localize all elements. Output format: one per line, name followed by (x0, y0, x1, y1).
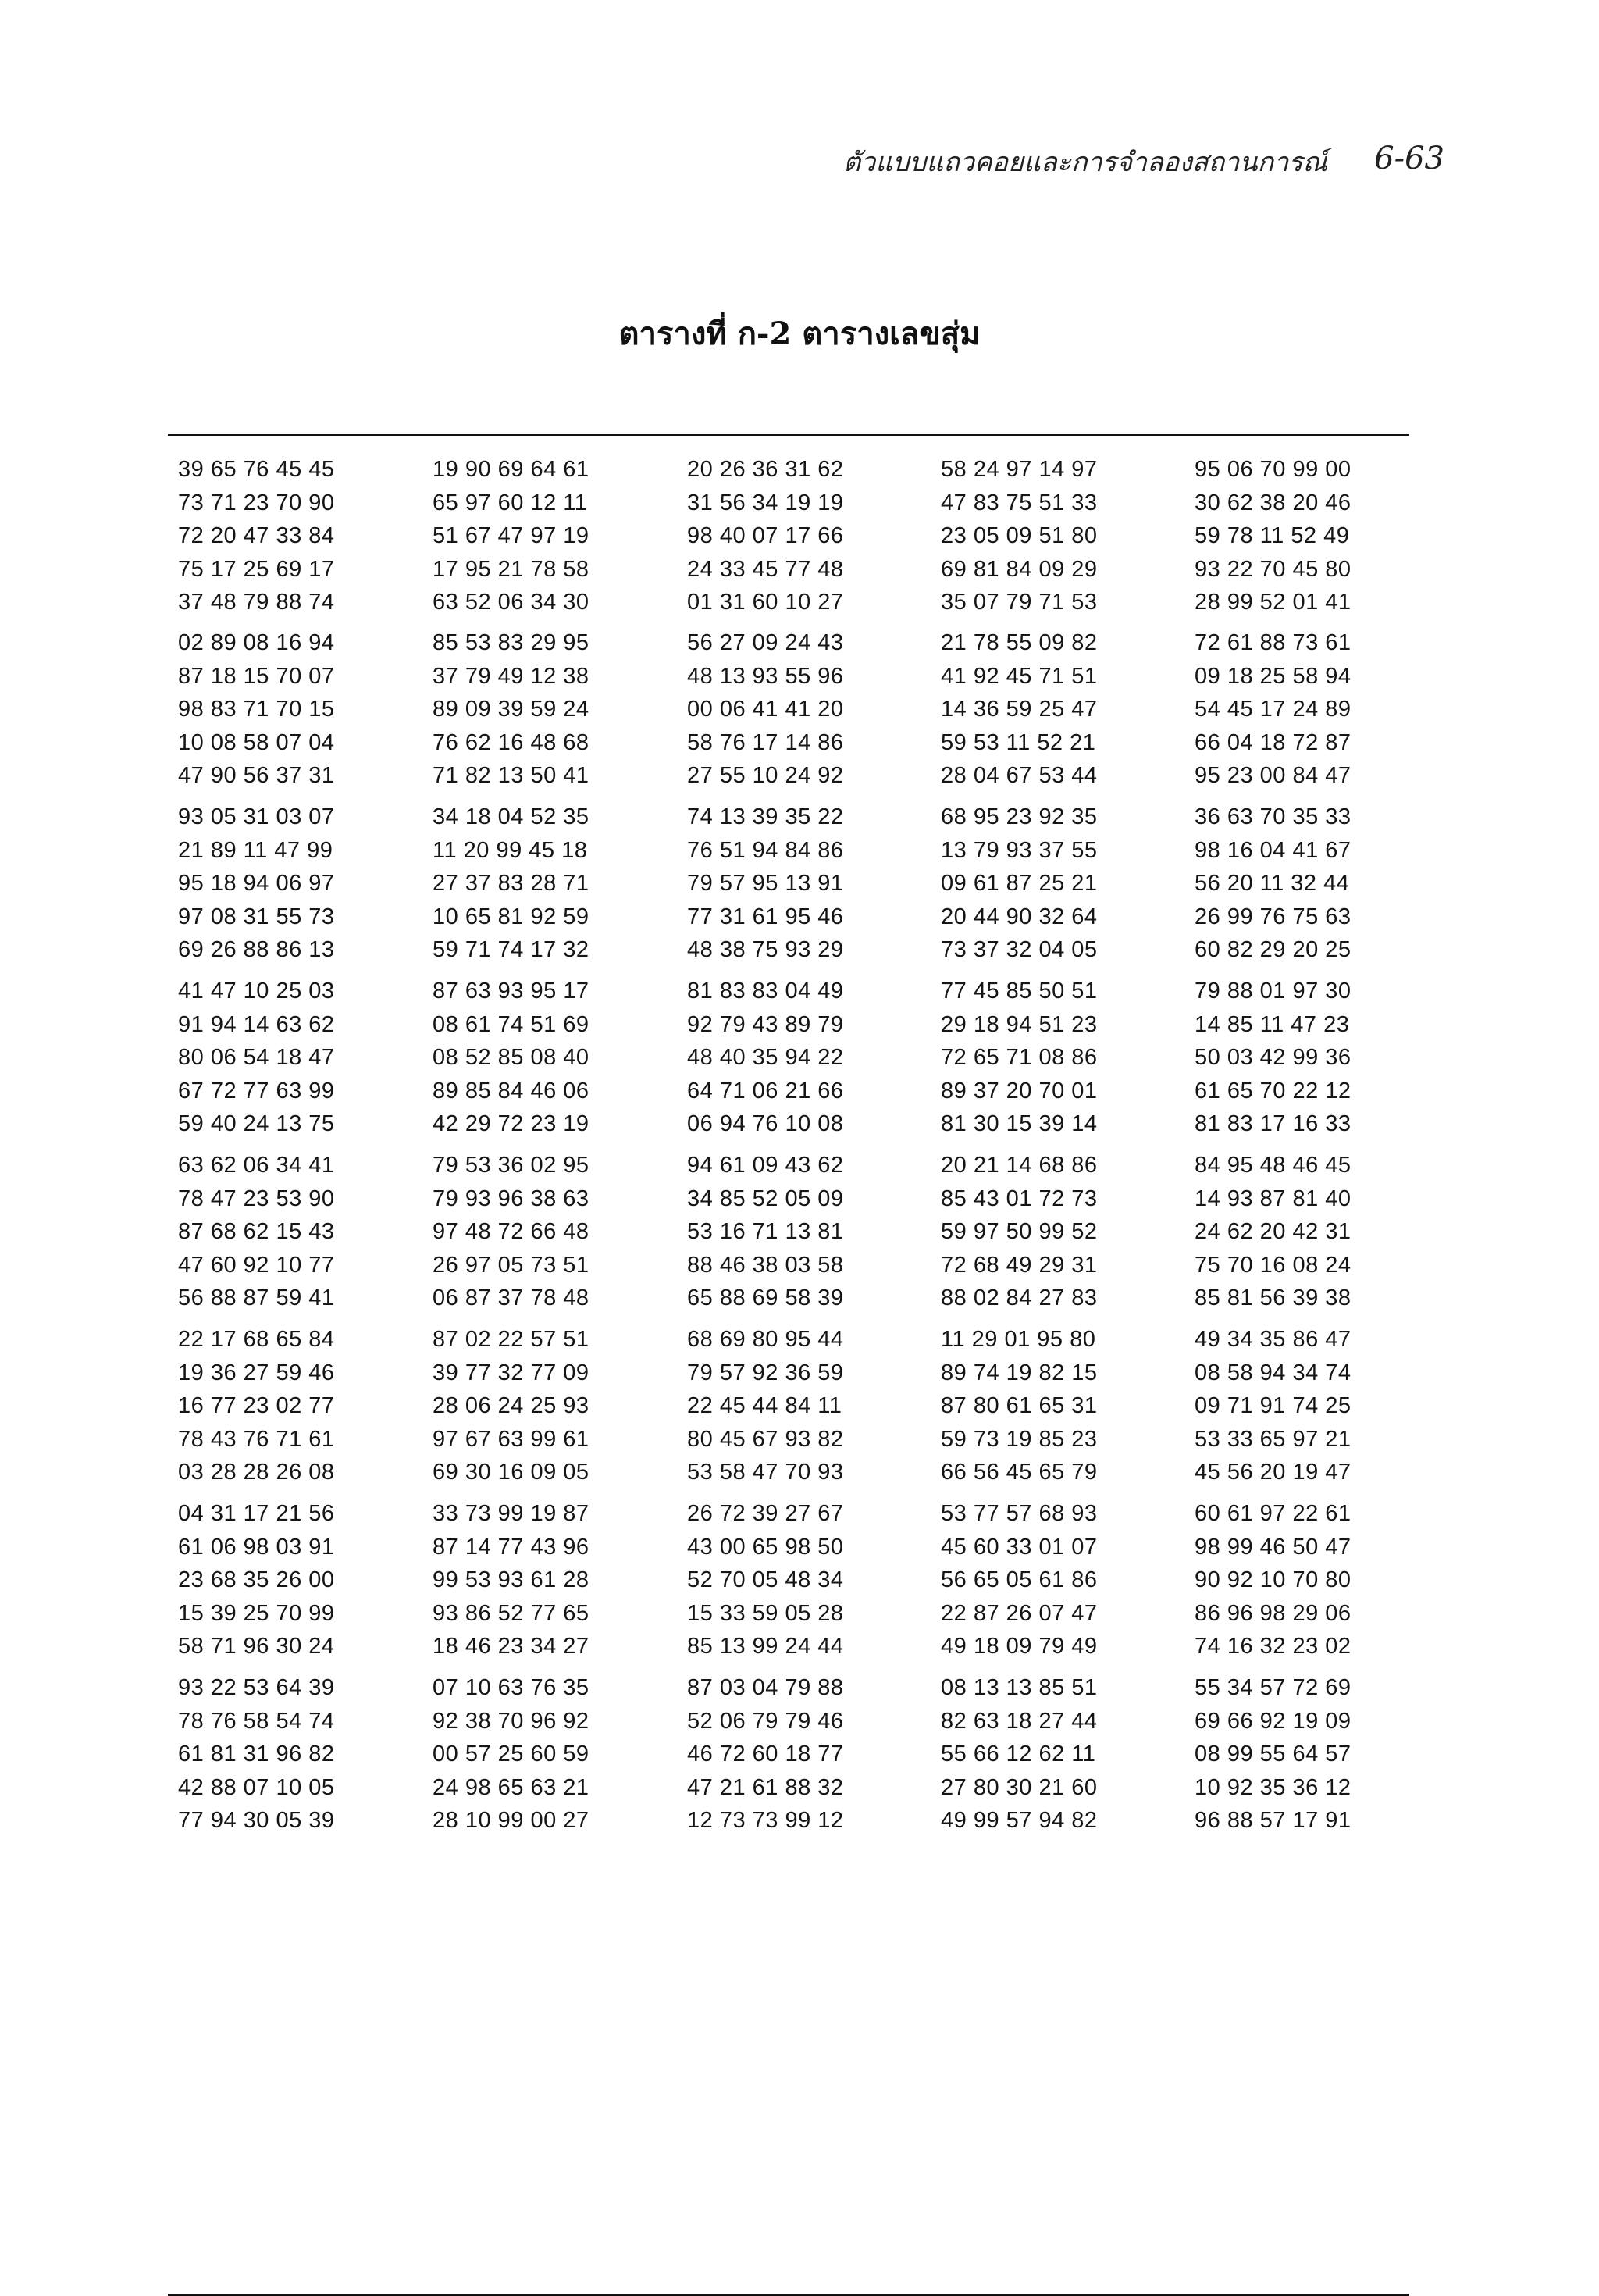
number-row: 59 40 24 13 75 (178, 1111, 335, 1137)
number-row: 68 69 80 95 44 (687, 1327, 844, 1352)
number-row: 87 68 62 15 43 (178, 1219, 335, 1245)
number-row: 65 88 69 58 39 (687, 1285, 844, 1311)
number-row: 54 45 17 24 89 (1195, 697, 1351, 722)
number-block (941, 453, 1175, 619)
number-row: 63 62 06 34 41 (178, 1153, 335, 1178)
number-row: 87 03 04 79 88 (687, 1675, 844, 1700)
number-row: 36 63 70 35 33 (1195, 804, 1351, 829)
number-row: 92 38 70 96 92 (433, 1708, 589, 1734)
number-row: 88 46 38 03 58 (687, 1252, 844, 1278)
number-row: 35 07 79 71 53 (941, 590, 1098, 615)
number-row: 34 18 04 52 35 (433, 804, 589, 829)
number-row: 86 96 98 29 06 (1195, 1600, 1351, 1626)
number-row: 14 93 87 81 40 (1195, 1185, 1351, 1211)
number-row: 22 87 26 07 47 (941, 1600, 1098, 1626)
number-row: 90 92 10 70 80 (1195, 1567, 1351, 1593)
running-header (804, 141, 1444, 187)
number-row: 53 16 71 13 81 (687, 1219, 844, 1245)
number-row: 26 72 39 27 67 (687, 1501, 844, 1526)
number-block (433, 453, 667, 619)
number-block (687, 1149, 921, 1315)
number-row: 73 71 23 70 90 (178, 490, 335, 515)
number-block (1195, 1323, 1429, 1489)
number-row: 55 34 57 72 69 (1195, 1675, 1351, 1700)
number-row: 22 45 44 84 11 (687, 1393, 842, 1419)
number-row: 52 06 79 79 46 (687, 1708, 844, 1734)
number-row: 87 14 77 43 96 (433, 1534, 589, 1560)
number-row: 72 20 47 33 84 (178, 523, 335, 549)
number-group (178, 1671, 1427, 1845)
page-number: 6-63 (1374, 141, 1444, 176)
number-row: 24 33 45 77 48 (687, 556, 844, 582)
number-block (941, 800, 1175, 967)
number-row: 10 92 35 36 12 (1195, 1774, 1351, 1800)
number-row: 72 61 88 73 61 (1195, 630, 1351, 655)
number-row: 27 37 83 28 71 (433, 871, 589, 897)
number-row: 47 21 61 88 32 (687, 1774, 844, 1800)
number-row: 96 88 57 17 91 (1195, 1808, 1351, 1834)
number-row: 18 46 23 34 27 (433, 1634, 589, 1660)
number-row: 61 06 98 03 91 (178, 1534, 335, 1560)
number-row: 09 18 25 58 94 (1195, 663, 1351, 689)
number-row: 53 77 57 68 93 (941, 1501, 1098, 1526)
number-row: 28 99 52 01 41 (1195, 590, 1351, 615)
number-row: 39 65 76 45 45 (178, 457, 335, 482)
number-row: 87 80 61 65 31 (941, 1393, 1098, 1419)
number-row: 03 28 28 26 08 (178, 1460, 335, 1485)
number-block (1195, 975, 1429, 1141)
number-row: 15 39 25 70 99 (178, 1600, 335, 1626)
number-row: 20 26 36 31 62 (687, 457, 844, 482)
number-row: 85 81 56 39 38 (1195, 1285, 1351, 1311)
number-row: 26 97 05 73 51 (433, 1252, 589, 1278)
number-group (178, 453, 1427, 626)
number-row: 66 56 45 65 79 (941, 1460, 1098, 1485)
number-row: 31 56 34 19 19 (687, 490, 844, 515)
number-row: 98 83 71 70 15 (178, 697, 335, 722)
number-block (1195, 1149, 1429, 1315)
number-row: 11 29 01 95 80 (941, 1327, 1096, 1352)
number-row: 52 70 05 48 34 (687, 1567, 844, 1593)
number-block (687, 975, 921, 1141)
number-row: 74 16 32 23 02 (1195, 1634, 1351, 1660)
number-row: 71 82 13 50 41 (433, 763, 589, 789)
number-row: 02 89 08 16 94 (178, 630, 335, 655)
number-row: 87 02 22 57 51 (433, 1327, 589, 1352)
number-row: 73 37 32 04 05 (941, 937, 1098, 963)
number-row: 46 72 60 18 77 (687, 1742, 844, 1767)
number-row: 95 18 94 06 97 (178, 871, 335, 897)
number-row: 97 67 63 99 61 (433, 1426, 589, 1452)
number-block (178, 1671, 412, 1838)
number-row: 59 71 74 17 32 (433, 937, 589, 963)
number-block (178, 1149, 412, 1315)
number-row: 48 38 75 93 29 (687, 937, 844, 963)
number-block (433, 1149, 667, 1315)
number-row: 80 06 54 18 47 (178, 1045, 335, 1071)
table-top-rule (168, 434, 1409, 436)
number-group (178, 800, 1427, 974)
number-row: 78 76 58 54 74 (178, 1708, 335, 1734)
number-row: 77 31 61 95 46 (687, 904, 844, 929)
number-row: 85 53 83 29 95 (433, 630, 589, 655)
number-row: 60 61 97 22 61 (1195, 1501, 1351, 1526)
number-row: 53 33 65 97 21 (1195, 1426, 1351, 1452)
number-row: 59 97 50 99 52 (941, 1219, 1098, 1245)
number-row: 42 88 07 10 05 (178, 1774, 335, 1800)
number-row: 59 78 11 52 49 (1195, 523, 1350, 549)
number-row: 49 99 57 94 82 (941, 1808, 1098, 1834)
number-row: 93 22 70 45 80 (1195, 556, 1351, 582)
number-block (687, 1497, 921, 1663)
number-row: 77 94 30 05 39 (178, 1808, 335, 1834)
number-row: 28 04 67 53 44 (941, 763, 1098, 789)
number-row: 08 61 74 51 69 (433, 1011, 589, 1037)
number-row: 50 03 42 99 36 (1195, 1045, 1351, 1071)
number-row: 58 71 96 30 24 (178, 1634, 335, 1660)
number-block (433, 800, 667, 967)
number-row: 41 47 10 25 03 (178, 979, 335, 1004)
number-row: 97 08 31 55 73 (178, 904, 335, 929)
number-row: 97 48 72 66 48 (433, 1219, 589, 1245)
number-block (433, 1323, 667, 1489)
number-row: 56 65 05 61 86 (941, 1567, 1098, 1593)
number-row: 24 98 65 63 21 (433, 1774, 589, 1800)
number-row: 61 81 31 96 82 (178, 1742, 335, 1767)
number-row: 00 57 25 60 59 (433, 1742, 589, 1767)
number-row: 94 61 09 43 62 (687, 1153, 844, 1178)
number-row: 75 17 25 69 17 (178, 556, 335, 582)
number-group (178, 1149, 1427, 1322)
number-row: 69 81 84 09 29 (941, 556, 1098, 582)
number-row: 79 57 92 36 59 (687, 1360, 844, 1385)
number-row: 77 45 85 50 51 (941, 979, 1098, 1004)
number-row: 82 63 18 27 44 (941, 1708, 1098, 1734)
number-row: 89 37 20 70 01 (941, 1078, 1098, 1103)
number-row: 81 83 83 04 49 (687, 979, 844, 1004)
number-row: 27 55 10 24 92 (687, 763, 844, 789)
number-row: 74 13 39 35 22 (687, 804, 844, 829)
number-block (433, 1497, 667, 1663)
number-row: 99 53 93 61 28 (433, 1567, 589, 1593)
number-block (687, 800, 921, 967)
number-row: 08 58 94 34 74 (1195, 1360, 1351, 1385)
number-row: 15 33 59 05 28 (687, 1600, 844, 1626)
number-block (1195, 1497, 1429, 1663)
number-row: 58 24 97 14 97 (941, 457, 1098, 482)
number-row: 42 29 72 23 19 (433, 1111, 589, 1137)
number-block (941, 626, 1175, 793)
number-row: 58 76 17 14 86 (687, 729, 844, 755)
table-title: ตารางที่ ก-2 ตารางเลขสุ่ม (618, 316, 981, 352)
number-row: 20 44 90 32 64 (941, 904, 1098, 929)
number-row: 95 23 00 84 47 (1195, 763, 1351, 789)
number-row: 93 22 53 64 39 (178, 1675, 335, 1700)
number-row: 69 26 88 86 13 (178, 937, 335, 963)
number-row: 89 74 19 82 15 (941, 1360, 1098, 1385)
number-row: 13 79 93 37 55 (941, 837, 1098, 863)
number-row: 66 04 18 72 87 (1195, 729, 1351, 755)
number-row: 47 83 75 51 33 (941, 490, 1098, 515)
number-group (178, 1497, 1427, 1670)
number-row: 69 66 92 19 09 (1195, 1708, 1351, 1734)
number-block (178, 1497, 412, 1663)
number-block (1195, 453, 1429, 619)
number-row: 72 65 71 08 86 (941, 1045, 1098, 1071)
number-row: 19 36 27 59 46 (178, 1360, 335, 1385)
number-row: 16 77 23 02 77 (178, 1393, 335, 1419)
number-row: 07 10 63 76 35 (433, 1675, 589, 1700)
number-row: 56 20 11 32 44 (1195, 871, 1350, 897)
number-row: 09 71 91 74 25 (1195, 1393, 1351, 1419)
number-row: 51 67 47 97 19 (433, 523, 589, 549)
number-row: 98 99 46 50 47 (1195, 1534, 1351, 1560)
number-block (178, 800, 412, 967)
number-block (687, 1323, 921, 1489)
number-row: 21 89 11 47 99 (178, 837, 333, 863)
number-row: 53 58 47 70 93 (687, 1460, 844, 1485)
number-row: 28 10 99 00 27 (433, 1808, 589, 1834)
number-block (433, 1671, 667, 1838)
number-row: 76 62 16 48 68 (433, 729, 589, 755)
number-row: 64 71 06 21 66 (687, 1078, 844, 1103)
number-block (941, 975, 1175, 1141)
number-row: 87 18 15 70 07 (178, 663, 335, 689)
number-block (687, 1671, 921, 1838)
number-row: 10 65 81 92 59 (433, 904, 589, 929)
number-row: 37 79 49 12 38 (433, 663, 589, 689)
number-row: 28 06 24 25 93 (433, 1393, 589, 1419)
number-row: 79 57 95 13 91 (687, 871, 844, 897)
number-row: 81 83 17 16 33 (1195, 1111, 1351, 1137)
number-row: 48 40 35 94 22 (687, 1045, 844, 1071)
running-header-title: ตัวแบบแถวคอยและการจำลองสถานการณ์ (843, 147, 1327, 178)
number-row: 48 13 93 55 96 (687, 663, 844, 689)
number-row: 85 13 99 24 44 (687, 1634, 844, 1660)
number-row: 26 99 76 75 63 (1195, 904, 1351, 929)
number-block (178, 626, 412, 793)
number-block (178, 1323, 412, 1489)
number-row: 93 86 52 77 65 (433, 1600, 589, 1626)
number-row: 30 62 38 20 46 (1195, 490, 1351, 515)
number-row: 08 52 85 08 40 (433, 1045, 589, 1071)
number-row: 17 95 21 78 58 (433, 556, 589, 582)
number-row: 01 31 60 10 27 (687, 590, 844, 615)
number-row: 23 68 35 26 00 (178, 1567, 335, 1593)
number-row: 76 51 94 84 86 (687, 837, 844, 863)
number-row: 89 09 39 59 24 (433, 697, 589, 722)
number-row: 14 36 59 25 47 (941, 697, 1098, 722)
number-block (178, 453, 412, 619)
number-row: 59 53 11 52 21 (941, 729, 1096, 755)
number-block (941, 1671, 1175, 1838)
number-row: 75 70 16 08 24 (1195, 1252, 1351, 1278)
number-group (178, 1323, 1427, 1496)
number-block (1195, 1671, 1429, 1838)
number-row: 47 90 56 37 31 (178, 763, 335, 789)
number-row: 06 87 37 78 48 (433, 1285, 589, 1311)
number-block (687, 453, 921, 619)
number-row: 67 72 77 63 99 (178, 1078, 335, 1103)
number-row: 91 94 14 63 62 (178, 1011, 335, 1037)
number-row: 45 60 33 01 07 (941, 1534, 1098, 1560)
number-row: 14 85 11 47 23 (1195, 1011, 1350, 1037)
number-row: 92 79 43 89 79 (687, 1011, 844, 1037)
number-row: 06 94 76 10 08 (687, 1111, 844, 1137)
number-row: 59 73 19 85 23 (941, 1426, 1098, 1452)
number-row: 88 02 84 27 83 (941, 1285, 1098, 1311)
number-row: 89 85 84 46 06 (433, 1078, 589, 1103)
number-block (941, 1149, 1175, 1315)
number-row: 39 77 32 77 09 (433, 1360, 589, 1385)
number-row: 78 43 76 71 61 (178, 1426, 335, 1452)
number-row: 81 30 15 39 14 (941, 1111, 1098, 1137)
number-row: 33 73 99 19 87 (433, 1501, 589, 1526)
number-block (687, 626, 921, 793)
number-row: 34 85 52 05 09 (687, 1185, 844, 1211)
number-row: 19 90 69 64 61 (433, 457, 589, 482)
number-row: 84 95 48 46 45 (1195, 1153, 1351, 1178)
number-row: 08 99 55 64 57 (1195, 1742, 1351, 1767)
number-row: 47 60 92 10 77 (178, 1252, 335, 1278)
number-row: 79 53 36 02 95 (433, 1153, 589, 1178)
number-row: 56 27 09 24 43 (687, 630, 844, 655)
number-row: 78 47 23 53 90 (178, 1185, 335, 1211)
number-row: 22 17 68 65 84 (178, 1327, 335, 1352)
number-block (433, 626, 667, 793)
number-row: 11 20 99 45 18 (433, 837, 588, 863)
number-row: 49 18 09 79 49 (941, 1634, 1098, 1660)
number-row: 85 43 01 72 73 (941, 1185, 1098, 1211)
number-row: 79 93 96 38 63 (433, 1185, 589, 1211)
number-row: 69 30 16 09 05 (433, 1460, 589, 1485)
number-row: 60 82 29 20 25 (1195, 937, 1351, 963)
number-block (1195, 800, 1429, 967)
number-row: 79 88 01 97 30 (1195, 979, 1351, 1004)
number-row: 27 80 30 21 60 (941, 1774, 1098, 1800)
number-row: 98 16 04 41 67 (1195, 837, 1351, 863)
number-row: 87 63 93 95 17 (433, 979, 589, 1004)
number-row: 41 92 45 71 51 (941, 663, 1098, 689)
number-row: 10 08 58 07 04 (178, 729, 335, 755)
number-block (178, 975, 412, 1141)
number-row: 20 21 14 68 86 (941, 1153, 1098, 1178)
number-block (941, 1323, 1175, 1489)
number-row: 93 05 31 03 07 (178, 804, 335, 829)
number-row: 68 95 23 92 35 (941, 804, 1098, 829)
number-row: 24 62 20 42 31 (1195, 1219, 1351, 1245)
number-row: 00 06 41 41 20 (687, 697, 844, 722)
number-row: 21 78 55 09 82 (941, 630, 1098, 655)
number-group (178, 975, 1427, 1148)
number-row: 61 65 70 22 12 (1195, 1078, 1351, 1103)
number-row: 43 00 65 98 50 (687, 1534, 844, 1560)
number-row: 95 06 70 99 00 (1195, 457, 1351, 482)
number-row: 80 45 67 93 82 (687, 1426, 844, 1452)
number-row: 37 48 79 88 74 (178, 590, 335, 615)
number-row: 45 56 20 19 47 (1195, 1460, 1351, 1485)
number-row: 29 18 94 51 23 (941, 1011, 1098, 1037)
number-row: 08 13 13 85 51 (941, 1675, 1098, 1700)
number-row: 56 88 87 59 41 (178, 1285, 335, 1311)
number-row: 65 97 60 12 11 (433, 490, 588, 515)
number-row: 72 68 49 29 31 (941, 1252, 1098, 1278)
number-block (941, 1497, 1175, 1663)
number-row: 09 61 87 25 21 (941, 871, 1098, 897)
number-row: 49 34 35 86 47 (1195, 1327, 1351, 1352)
number-block (433, 975, 667, 1141)
number-row: 63 52 06 34 30 (433, 590, 589, 615)
number-row: 55 66 12 62 11 (941, 1742, 1096, 1767)
number-row: 98 40 07 17 66 (687, 523, 844, 549)
number-block (1195, 626, 1429, 793)
number-group (178, 626, 1427, 800)
number-row: 12 73 73 99 12 (687, 1808, 844, 1834)
number-row: 23 05 09 51 80 (941, 523, 1098, 549)
number-row: 04 31 17 21 56 (178, 1501, 335, 1526)
